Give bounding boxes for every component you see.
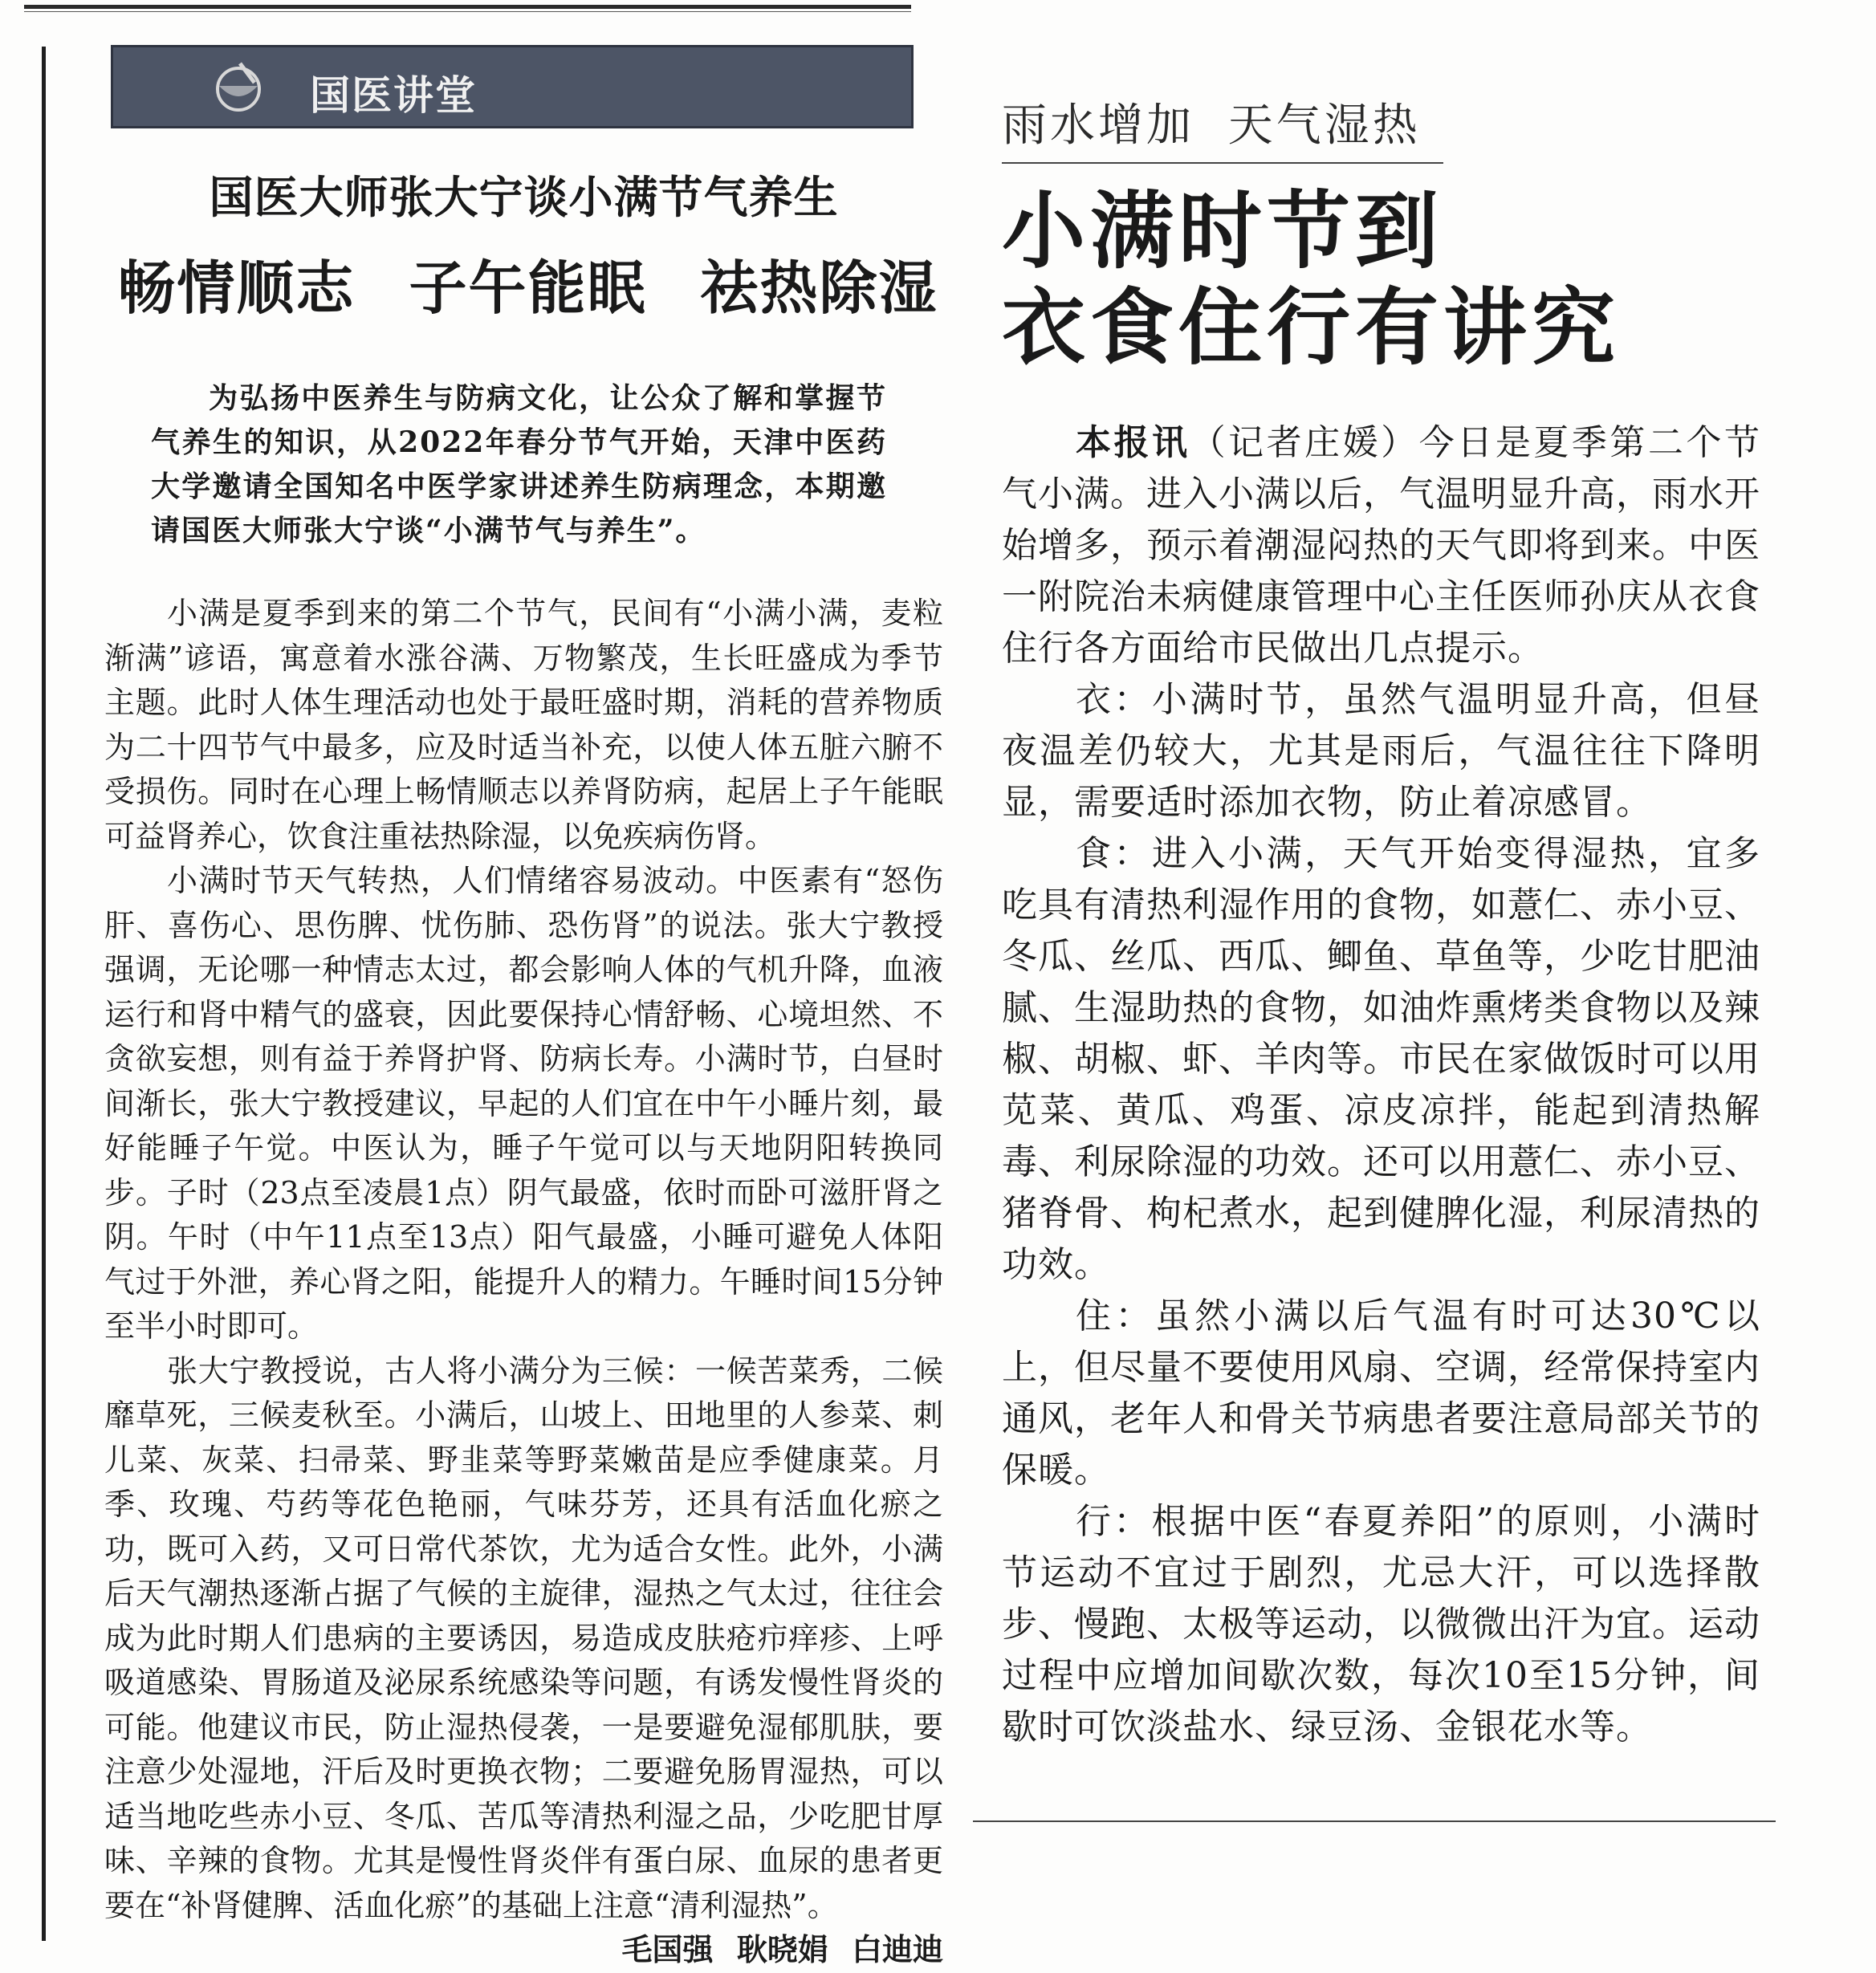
left-intro: 为弘扬中医养生与防病文化，让公众了解和掌握节气养生的知识，从2022年春分节气开始，天津中医药大学邀请全国知名中医学家讲述养生防病理念，本期邀请国医大师张大宁谈“小满节气与养生”。 (151, 381, 887, 547)
left-border-rule (42, 47, 46, 1941)
right-paragraph-travel: 行：根据中医“春夏养阳”的原则，小满时节运动不宜过于剧烈，尤忌大汗，可以选择散步、慢跑、太极等运动，以微微出汗为宜。运动过程中应增加间歇次数，每次10至15分钟，间歇时可饮淡盐水、绿豆汤、金银花水等。 (1002, 1501, 1760, 1747)
top-border-rule (24, 5, 911, 9)
right-article-bottom-rule (973, 1820, 1776, 1822)
byline: 毛国强 耿晓娟 白迪迪 (621, 1932, 943, 1967)
right-paragraph-housing: 住：虽然小满以后气温有时可达30℃以上，但尽量不要使用风扇、空调，经常保持室内通风，老年人和骨关节病患者要注意局部关节的保暖。 (1002, 1296, 1760, 1491)
left-paragraph: 小满时节天气转热，人们情绪容易波动。中医素有“怒伤肝、喜伤心、思伤脾、忧伤肺、恐伤肾”的说法。张大宁教授强调，无论哪一种情志太过，都会影响人体的气机升降，血液运行和肾中精气的盛衰，因此要保持心情舒畅、心境坦然、不贪欲妄想，则有益于养肾护肾、防病长寿。小满时节，白昼时间渐长，张大宁教授建议，早起的人们宜在中午小睡片刻，最好能睡子午觉。中医认为，睡子午觉可以与天地阴阳转换同步。子时（23点至凌晨1点）阴气最盛，依时而卧可滋肝肾之阴。午时（中午11点至13点）阳气最盛，小睡可避免人体阳气过于外泄，养心肾之阳，能提升人的精力。午睡时间15分钟至半小时即可。 (104, 863, 943, 1344)
column-label: 国医讲堂 (310, 72, 477, 119)
lead-text: （记者庄媛）今日是夏季第二个节气小满。进入小满以后，气温明显升高，雨水开始增多，预示着潮湿闷热的天气即将到来。中医一附院治未病健康管理中心主任医师孙庆从衣食住行各方面给市民做出几点提示。 (1002, 422, 1761, 669)
right-lead-paragraph (1002, 417, 1760, 674)
left-paragraph: 小满是夏季到来的第二个节气，民间有“小满小满，麦粒渐满”谚语，寓意着水涨谷满、万物繁茂，生长旺盛成为季节主题。此时人体生理活动也处于最旺盛时期，消耗的营养物质为二十四节气中最多，应及时适当补充，以使人体五脏六腑不受损伤。同时在心理上畅情顺志以养肾防病，起居上子午能眠可益肾养心，饮食注重祛热除湿，以免疾病伤肾。 (104, 596, 943, 854)
right-body (1002, 417, 1760, 1753)
mortar-pestle-icon (208, 59, 269, 116)
top-border-rule-thin (24, 11, 911, 12)
right-paragraph-food: 食：进入小满，天气开始变得湿热，宜多吃具有清热利湿作用的食物，如薏仁、赤小豆、冬瓜、丝瓜、西瓜、鲫鱼、草鱼等，少吃甘肥油腻、生湿助热的食物，如油炸熏烤类食物以及辣椒、胡椒、虾、羊肉等。市民在家做饭时可以用苋菜、黄瓜、鸡蛋、凉皮凉拌，能起到清热解毒、利尿除湿的功效。还可以用薏仁、赤小豆、猪脊骨、枸杞煮水，起到健脾化湿，利尿清热的功效。 (1002, 833, 1760, 1285)
right-title-line1: 小满时节到 (1002, 182, 1444, 280)
right-article (1002, 90, 1760, 1753)
left-article (104, 45, 943, 1973)
right-subhead: 雨水增加 天气湿热 (1002, 90, 1443, 164)
lead-label: 本报讯 (1076, 422, 1190, 463)
left-paragraph-text: 张大宁教授说，古人将小满分为三候：一候苦菜秀，二候靡草死，三候麦秋至。小满后，山坡上、田地里的人参菜、刺儿菜、灰菜、扫帚菜、野韭菜等野菜嫩苗是应季健康菜。月季、玫瑰、芍药等花色艳丽，气味芬芳，还具有活血化瘀之功，既可入药，又可日常代茶饮，尤为适合女性。此外，小满后天气潮热逐渐占据了气候的主旋律，湿热之气太过，往往会成为此时期人们患病的主要诱因，易造成皮肤疮疖痒疹、上呼吸道感染、胃肠道及泌尿系统感染等问题，有诱发慢性肾炎的可能。他建议市民，防止湿热侵袭，一是要避免湿郁肌肤，要注意少处湿地，汗后及时更换衣物；二要避免肠胃湿热，可以适当地吃些赤小豆、冬瓜、苦瓜等清热利湿之品，少吃肥甘厚味、辛辣的食物。尤其是慢性肾炎伴有蛋白尿、血尿的患者更要在“补肾健脾、活血化瘀”的基础上注意“清利湿热”。 (104, 1353, 943, 1923)
left-body (104, 592, 943, 1967)
right-paragraph-clothing: 衣：小满时节，虽然气温明显升高，但昼夜温差仍较大，尤其是雨后，气温往往下降明显，需要适时添加衣物，防止着凉感冒。 (1002, 679, 1760, 823)
left-headline: 畅情顺志 子午能眠 祛热除湿 (117, 254, 938, 322)
left-paragraph (104, 1349, 943, 1967)
left-kicker: 国医大师张大宁谈小满节气养生 (209, 172, 839, 223)
right-title-line2: 衣食住行有讲究 (1002, 279, 1621, 376)
column-banner (111, 45, 914, 128)
